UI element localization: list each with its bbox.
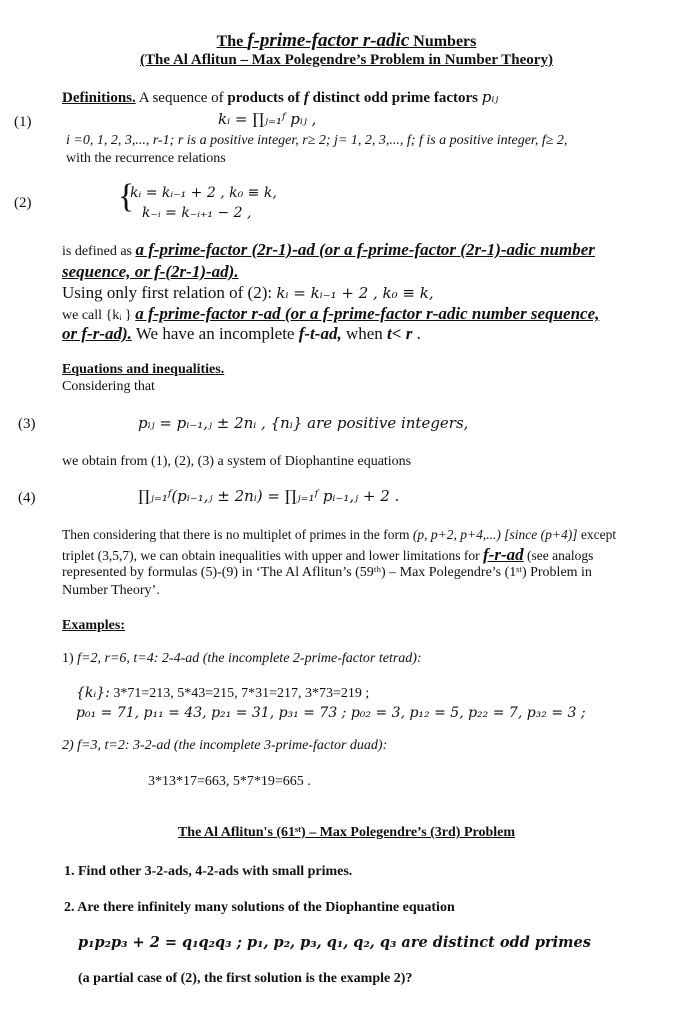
using-equation: kᵢ = kᵢ₋₁ + 2 , k₀ ≡ k, (276, 284, 434, 302)
defined-text-a: is defined as (62, 244, 136, 259)
eq1-label: (1) (14, 114, 32, 130)
intro-text-d: distinct odd prime factors (308, 90, 482, 106)
then-text-c: except (577, 527, 617, 542)
call-text-f: when (341, 324, 388, 343)
then-line2 (62, 545, 593, 565)
example-1-title (62, 651, 422, 667)
using-text: Using only first relation of (2): (62, 283, 277, 302)
equations-heading: Equations and inequalities. (62, 362, 225, 377)
left-brace: { (118, 178, 135, 215)
eq2-label: (2) (14, 195, 32, 211)
using-line (62, 283, 434, 303)
equation-2-line2: k₋ᵢ = k₋ᵢ₊₁ − 2 , (142, 205, 252, 221)
intro-text-c: f (303, 90, 309, 106)
question-2: 2. Are there infinitely many solutions of the Diophantine equation (64, 900, 455, 915)
intro-symbol: pᵢⱼ (481, 88, 499, 106)
call-term: a f-prime-factor r-ad (or a f-prime-factor r-adic number sequence, (135, 304, 600, 323)
intro-text-b: products of (227, 90, 304, 106)
call-ftad: f-t-ad, (298, 324, 342, 343)
definitions-heading: Definitions. (62, 90, 136, 106)
call-term-end: or f-r-ad). (62, 324, 132, 343)
question-2-equation: p₁p₂p₃ + 2 = q₁q₂q₃ ; p₁, p₂, p₃, q₁, q₂, q₃ are distinct odd primes (78, 934, 591, 951)
example-1-set: {kᵢ}: (76, 685, 110, 701)
definitions-intro (62, 88, 498, 107)
equation-4: ∏ⱼ₌₁ᶠ(pᵢ₋₁,ⱼ ± 2nᵢ) = ∏ⱼ₌₁ᶠ pᵢ₋₁,ⱼ + 2 . (138, 487, 400, 505)
conditions-text: i =0, 1, 2, 3,..., r-1; r is a positive integer, r≥ 2; j= 1, 2, 3,..., f; f is a positive integer, f≥ 2, (66, 133, 568, 148)
call-text-a: we call {kᵢ } (62, 308, 136, 323)
then-line3: represented by formulas (5)-(9) in ‘The Al Aflitun’s (59ᵗʰ) – Max Polegendre’s (1ˢᵗ) Problem in (62, 565, 592, 580)
then2-text-a: triplet (3,5,7), we can obtain inequalities with upper and lower limitations for (62, 548, 484, 563)
example-2-title: 2) f=3, t=2: 3-2-ad (the incomplete 3-prime-factor duad): (62, 738, 388, 753)
question-1: 1. Find other 3-2-ads, 4-2-ads with small primes. (64, 864, 353, 879)
intro-text-a: A sequence of (135, 90, 228, 106)
example-1-number: 1) (62, 651, 78, 666)
equation-3: pᵢⱼ = pᵢ₋₁,ⱼ ± 2nᵢ , {nᵢ} are positive integers, (138, 414, 469, 432)
call-text-d: We have an incomplete (131, 324, 299, 343)
obtain-text: we obtain from (1), (2), (3) a system of Diophantine equations (62, 454, 412, 469)
defined-term: a f-prime-factor (2r-1)-ad (or a f-prime-factor (2r-1)-adic number (135, 240, 595, 259)
then2-text-c: (see analogs (523, 548, 594, 563)
then-line4: Number Theory’. (62, 583, 160, 598)
example-1-values (76, 685, 369, 702)
defined-line2: sequence, or f-(2r-1)-ad). (62, 262, 239, 281)
considering-text: Considering that (62, 379, 155, 394)
equation-1: kᵢ = ∏ⱼ₌₁ᶠ pᵢⱼ , (218, 110, 317, 128)
defined-line1 (62, 240, 595, 260)
example-1-products: 3*71=213, 5*43=215, 7*31=217, 3*73=219 ; (109, 686, 370, 701)
then-text-a: Then considering that there is no multiplet of primes in the form (62, 527, 413, 542)
example-1-desc: f=2, r=6, t=4: 2-4-ad (the incomplete 2-prime-factor tetrad): (77, 651, 422, 666)
recurrence-text: with the recurrence relations (66, 151, 226, 166)
page-subtitle: (The Al Aflitun – Max Polegendre’s Problem in Number Theory) (140, 52, 553, 68)
call-line2 (62, 324, 421, 344)
call-period: . (412, 324, 421, 343)
problem-heading: The Al Aflitun's (61ˢᵗ) – Max Polegendre’s (3rd) Problem (177, 825, 516, 840)
call-condition: t< r (387, 324, 413, 343)
eq4-label: (4) (18, 490, 36, 506)
title-the: The (216, 33, 248, 50)
example-2-values: 3*13*17=663, 5*7*19=665 . (148, 774, 311, 789)
call-line1 (62, 304, 599, 324)
eq3-label: (3) (18, 416, 36, 432)
question-2-note: (a partial case of (2), the first solution is the example 2)? (78, 971, 413, 986)
page-title (0, 30, 693, 52)
title-end: Numbers (409, 33, 477, 50)
title-main: f-prime-factor r-adic (247, 30, 410, 51)
then-line1 (62, 527, 616, 543)
equation-2-line1: kᵢ = kᵢ₋₁ + 2 , k₀ ≡ k, (130, 185, 277, 201)
then2-frad: f-r-ad (483, 545, 524, 564)
example-1-primes: p₀₁ = 71, p₁₁ = 43, p₂₁ = 31, p₃₁ = 73 ; p₀₂ = 3, p₁₂ = 5, p₂₂ = 7, p₃₂ = 3 ; (76, 705, 586, 721)
then-multiplet: (p, p+2, p+4,...) [since (p+4)] (412, 527, 578, 542)
examples-heading: Examples: (62, 618, 125, 633)
